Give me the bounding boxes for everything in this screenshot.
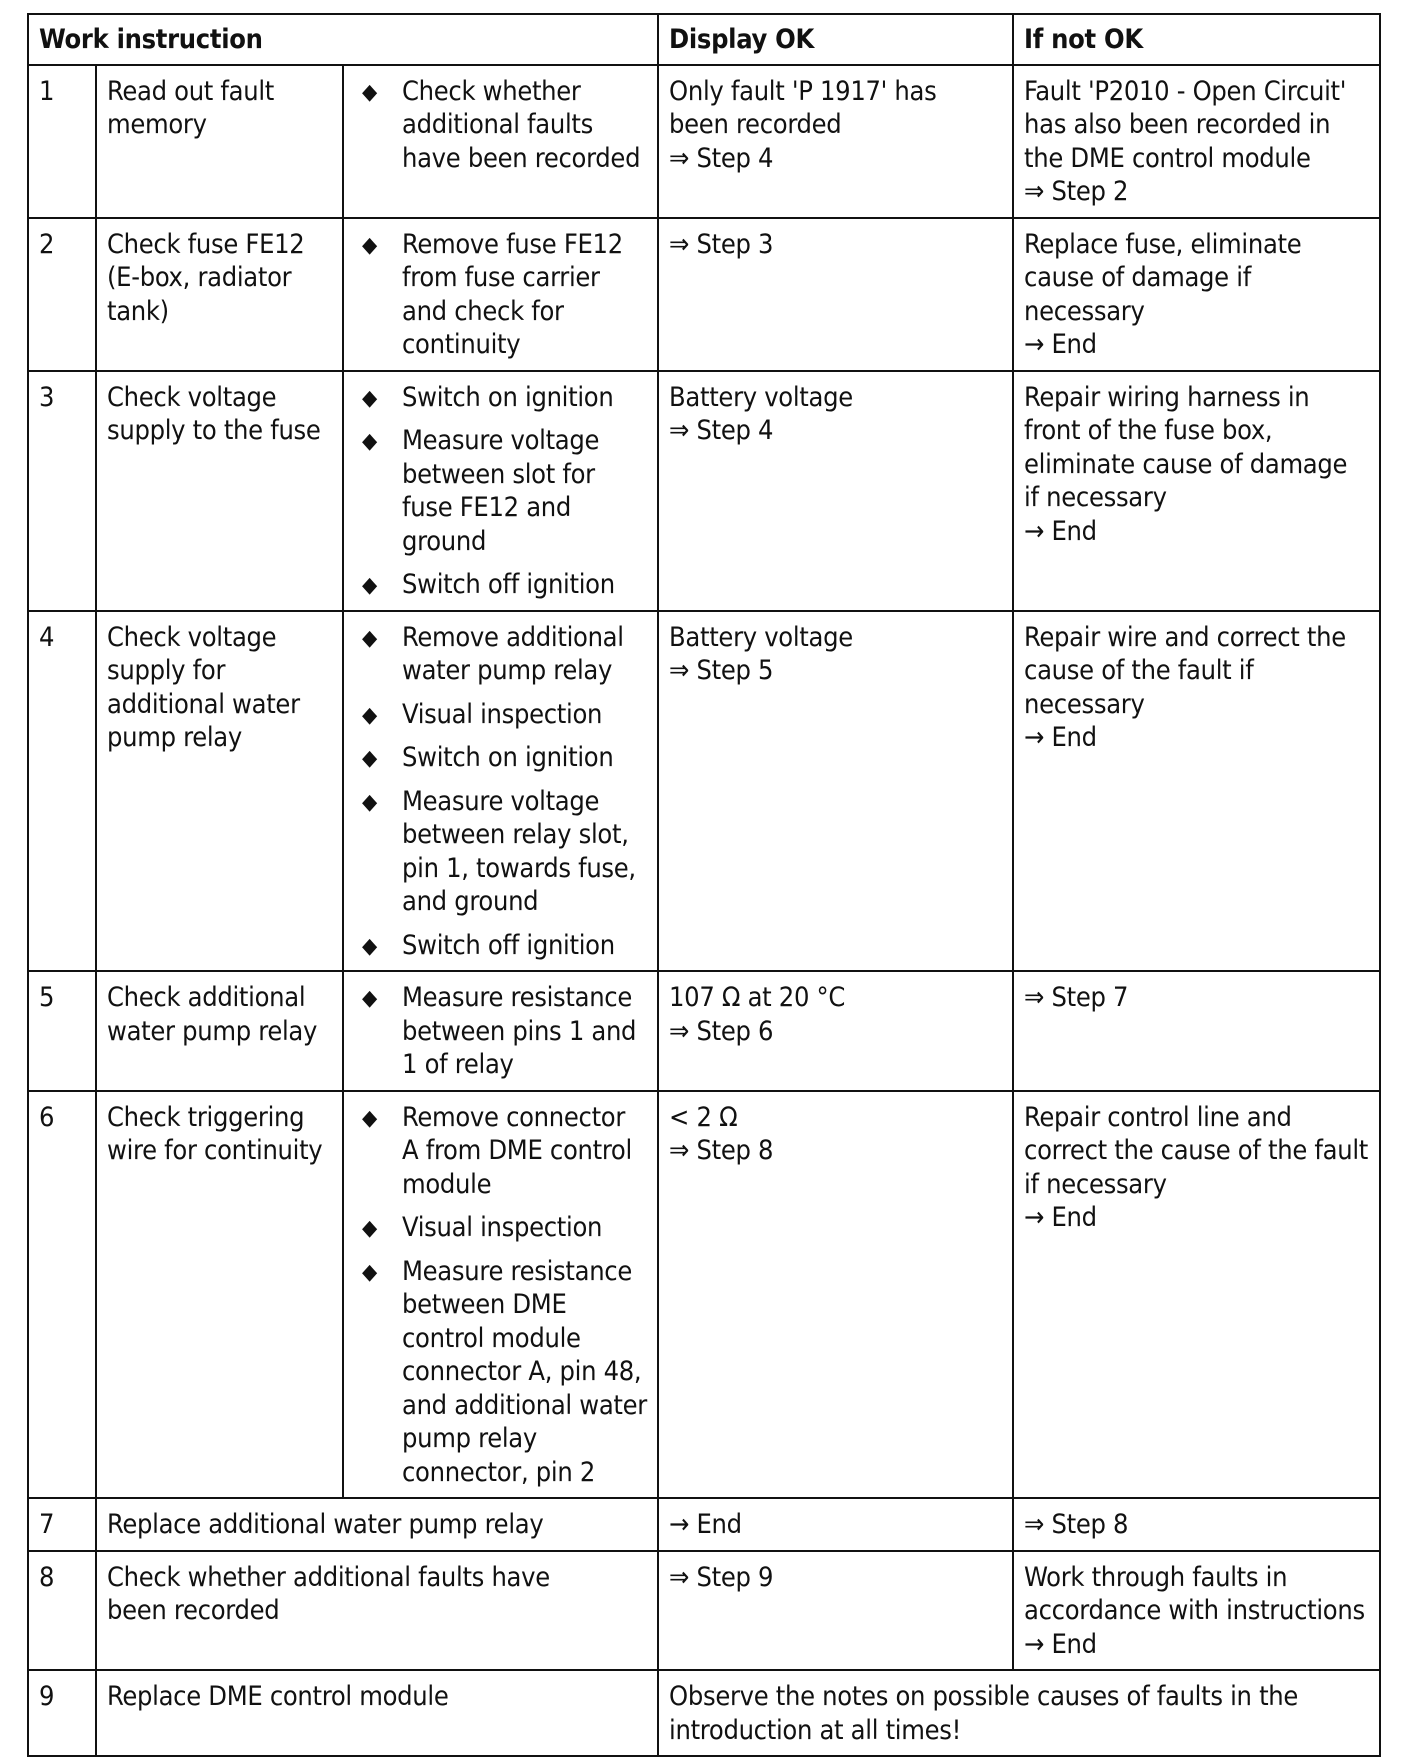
- nok-next-step: → End: [1024, 722, 1097, 753]
- step-task: Check fuse FE12 (E-box, radiator tank): [96, 218, 343, 371]
- bullet-icon: ◆: [362, 625, 377, 651]
- step-number: 7: [28, 1498, 96, 1551]
- if-not-ok-cell: [1013, 371, 1380, 611]
- table-row: [28, 1670, 1380, 1756]
- step-actions: [343, 371, 658, 611]
- table-row: [28, 65, 1380, 218]
- table-header-row: [28, 14, 1380, 65]
- nok-text: Fault 'P2010 - Open Circuit' has also been recorded in the DME control module: [1024, 75, 1347, 174]
- nok-next-step: ⇒ Step 2: [1024, 176, 1129, 207]
- bullet-icon: ◆: [362, 1216, 377, 1241]
- step-number: 6: [28, 1091, 96, 1499]
- step-actions: [343, 1091, 658, 1499]
- ok-next-step: ⇒ Step 3: [669, 228, 774, 260]
- header-display-ok: Display OK: [658, 14, 1013, 65]
- ok-text: Battery voltage: [669, 621, 853, 653]
- step-actions: [343, 218, 658, 371]
- display-ok-cell: [658, 1091, 1013, 1499]
- step-task: Check voltage supply to the fuse: [96, 371, 343, 611]
- bullet-icon: ◆: [362, 746, 377, 771]
- display-ok-cell: [658, 1498, 1013, 1551]
- action-item: ◆ Check whether additional faults have been recorded: [362, 75, 641, 174]
- if-not-ok-cell: [1013, 218, 1380, 371]
- step-actions: [343, 971, 658, 1091]
- if-not-ok-cell: [1013, 65, 1380, 218]
- step-task: Check whether additional faults have been recorded: [96, 1551, 658, 1671]
- display-ok-cell: [658, 1551, 1013, 1671]
- ok-next-step: ⇒ Step 5: [669, 655, 774, 686]
- nok-next-step: → End: [1024, 329, 1097, 360]
- step-number: 1: [28, 65, 96, 218]
- display-ok-cell: [658, 971, 1013, 1091]
- ok-next-step: ⇒ Step 4: [669, 142, 774, 174]
- action-item: ◆ Remove fuse FE12 from fuse carrier and check for continuity: [362, 228, 623, 360]
- nok-next-step: → End: [1024, 1628, 1097, 1660]
- nok-text: Repair wire and correct the cause of the fault if necessary: [1024, 621, 1346, 720]
- ok-text: Battery voltage: [669, 381, 853, 413]
- nok-next-step: → End: [1024, 515, 1097, 547]
- ok-next-step: → End: [669, 1509, 742, 1540]
- step-actions: [343, 611, 658, 972]
- ok-next-step: ⇒ Step 8: [669, 1135, 774, 1166]
- note-cell: Observe the notes on possible causes of faults in the introduction at all times!: [658, 1670, 1380, 1756]
- step-number: 4: [28, 611, 96, 972]
- if-not-ok-cell: [1013, 1551, 1380, 1671]
- action-item: ◆ Measure resistance between pins 1 and 1 of relay: [362, 982, 637, 1080]
- if-not-ok-cell: [1013, 1498, 1380, 1551]
- work-instruction-table: [27, 13, 1381, 1757]
- action-item: ◆ Visual inspection: [354, 1211, 647, 1245]
- display-ok-cell: [658, 371, 1013, 611]
- step-number: 3: [28, 371, 96, 611]
- nok-text: Work through faults in accordance with instructions: [1024, 1561, 1365, 1626]
- ok-text: Only fault 'P 1917' has been recorded: [669, 75, 937, 140]
- bullet-icon: ◆: [362, 385, 377, 411]
- ok-next-step: ⇒ Step 9: [669, 1561, 774, 1593]
- action-item: ◆ Measure voltage between relay slot, pin 1, towards fuse, and ground: [362, 785, 636, 917]
- bullet-icon: ◆: [362, 1105, 377, 1131]
- bullet-icon: ◆: [362, 232, 377, 258]
- bullet-icon: ◆: [362, 789, 377, 815]
- bullet-icon: ◆: [362, 429, 377, 454]
- step-task: Check additional water pump relay: [96, 971, 343, 1091]
- step-number: 8: [28, 1551, 96, 1671]
- action-item: ◆ Switch on ignition: [354, 381, 647, 415]
- table-row: [28, 1498, 1380, 1551]
- display-ok-cell: [658, 611, 1013, 972]
- table-row: [28, 371, 1380, 611]
- display-ok-cell: [658, 65, 1013, 218]
- nok-text: Repair control line and correct the cause of the fault if necessary: [1024, 1101, 1368, 1200]
- bullet-icon: ◆: [362, 933, 377, 959]
- nok-next-step: ⇒ Step 8: [1024, 1509, 1129, 1540]
- header-work-instruction: Work instruction: [28, 14, 658, 65]
- bullet-icon: ◆: [362, 79, 377, 105]
- if-not-ok-cell: [1013, 611, 1380, 972]
- action-item: ◆ Switch off ignition: [354, 568, 647, 602]
- nok-text: Replace fuse, eliminate cause of damage if necessary: [1024, 228, 1302, 327]
- ok-next-step: ⇒ Step 4: [669, 415, 774, 446]
- action-item: ◆ Switch on ignition: [354, 741, 647, 775]
- bullet-icon: ◆: [362, 573, 377, 598]
- table-row: [28, 611, 1380, 972]
- step-task: Read out fault memory: [96, 65, 343, 218]
- action-item: ◆ Measure voltage between slot for fuse FE12 and ground: [362, 425, 600, 557]
- if-not-ok-cell: [1013, 1091, 1380, 1499]
- action-item: ◆ Visual inspection: [354, 698, 647, 732]
- bullet-icon: ◆: [362, 1259, 377, 1285]
- table-row: [28, 971, 1380, 1091]
- step-task: Check triggering wire for continuity: [96, 1091, 343, 1499]
- step-number: 2: [28, 218, 96, 371]
- action-item: ◆ Switch off ignition: [354, 929, 647, 963]
- table-row: [28, 218, 1380, 371]
- action-item: ◆ Measure resistance between DME control module connector A, pin 48, and additional water pump relay connector, pin 2: [362, 1255, 647, 1488]
- nok-next-step: → End: [1024, 1202, 1097, 1233]
- step-task: Replace DME control module: [96, 1670, 658, 1756]
- bullet-icon: ◆: [362, 702, 377, 728]
- ok-text: 107 Ω at 20 °C: [669, 982, 846, 1013]
- step-task: Replace additional water pump relay: [96, 1498, 658, 1551]
- action-item: ◆ Remove additional water pump relay: [362, 621, 624, 686]
- table-row: [28, 1091, 1380, 1499]
- nok-text: Repair wiring harness in front of the fuse box, eliminate cause of damage if necessary: [1024, 381, 1348, 513]
- ok-text: < 2 Ω: [669, 1101, 738, 1133]
- bullet-icon: ◆: [362, 986, 377, 1011]
- display-ok-cell: [658, 218, 1013, 371]
- ok-next-step: ⇒ Step 6: [669, 1015, 774, 1047]
- header-if-not-ok: If not OK: [1013, 14, 1380, 65]
- step-number: 5: [28, 971, 96, 1091]
- table-row: [28, 1551, 1380, 1671]
- if-not-ok-cell: [1013, 971, 1380, 1091]
- step-task: Check voltage supply for additional water pump relay: [96, 611, 343, 972]
- step-actions: [343, 65, 658, 218]
- nok-next-step: ⇒ Step 7: [1024, 982, 1129, 1013]
- action-item: ◆ Remove connector A from DME control module: [362, 1101, 632, 1200]
- step-number: 9: [28, 1670, 96, 1756]
